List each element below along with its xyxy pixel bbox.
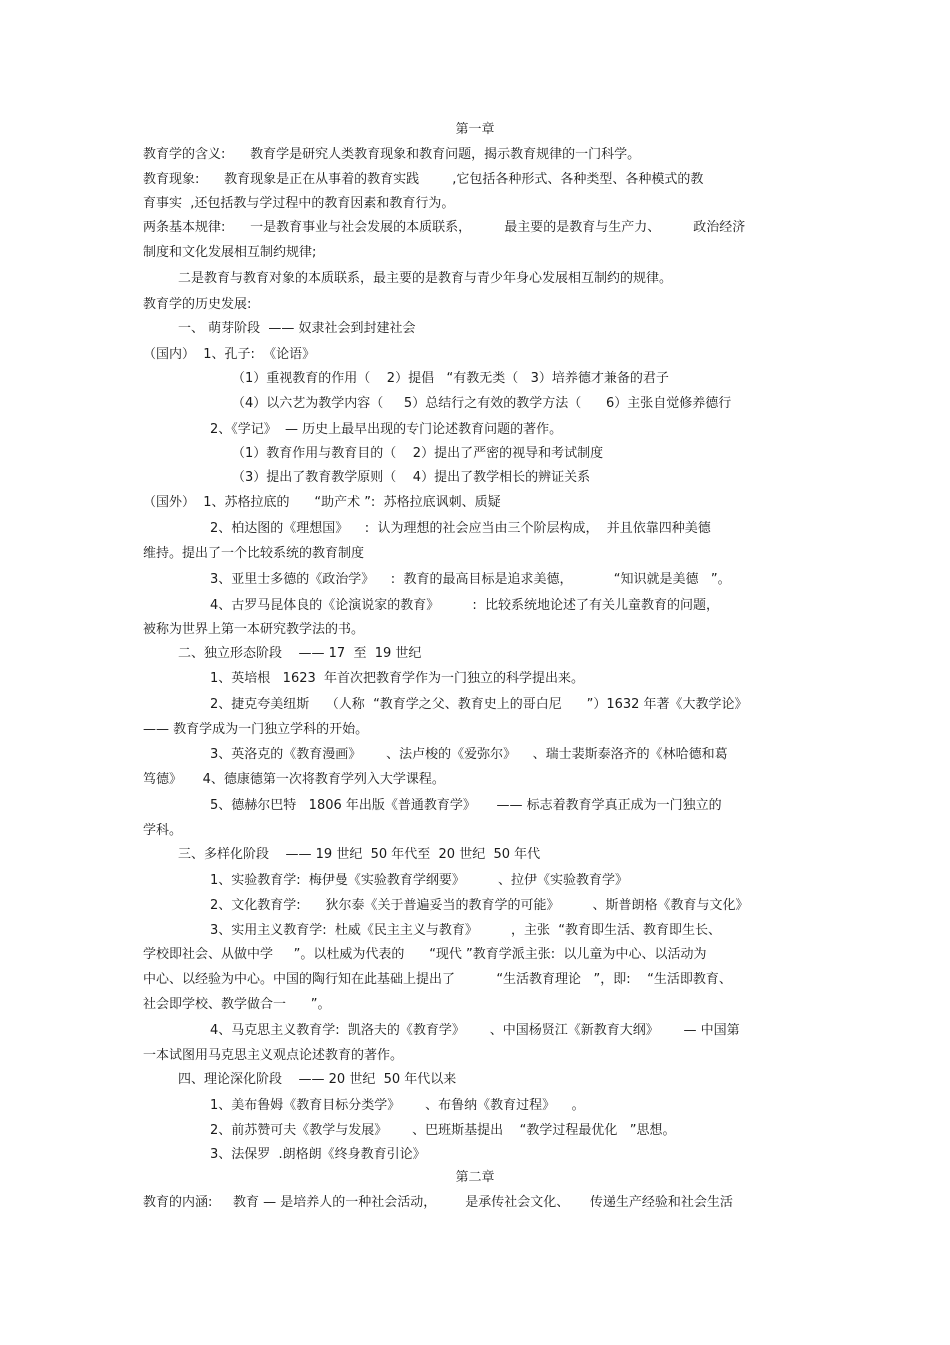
text-line: 2、《学记》 — 历史上最早出现的专门论述教育问题的著作。 [210,422,563,437]
chapter-2-title: 第二章 [455,1170,495,1185]
text-line: 教育现象: 教育现象是正在从事着的教育实践 ,它包括各种形式、各种类型、各种模式的教 [143,172,704,187]
section-heading: 一、 萌芽阶段 —— 奴隶社会到封建社会 [178,321,416,336]
text-line: 2、柏达图的《理想国》 : 认为理想的社会应当由三个阶层构成， 并且依靠四种美德 [210,521,711,536]
text-line: 教育的内涵: 教育 — 是培养人的一种社会活动， 是承传社会文化、 传递生产经验和社会生活 [143,1195,733,1210]
section-heading: 二、独立形态阶段 —— 17 至 19 世纪 [178,646,422,661]
text-line: 3、英洛克的《教育漫画》 、法卢梭的《爱弥尔》 、瑞士裴斯泰洛齐的《林哈德和葛 [210,747,728,762]
text-line: 4、古罗马昆体良的《论演说家的教育》 : 比较系统地论述了有关儿童教育的问题， [210,598,719,613]
text-line: 制度和文化发展相互制约规律; [143,245,317,260]
text-line: 3、亚里士多德的《政治学》 : 教育的最高目标是追求美德， “知识就是美德 ”。 [210,572,731,587]
text-line: 学校即社会、从做中学 ”。以杜威为代表的 “现代 ”教育学派主张: 以儿童为中心、以活动为 [143,947,707,962]
section-heading: 三、多样化阶段 —— 19 世纪 50 年代至 20 世纪 50 年代 [178,847,541,862]
chapter-1-title: 第一章 [455,122,495,137]
text-line: 1、实验教育学: 梅伊曼《实验教育学纲要》 、拉伊《实验教育学》 [210,873,628,888]
text-line: 育事实 ,还包括教与学过程中的教育因素和教育行为。 [143,196,455,211]
text-line: 被称为世界上第一本研究教学法的书。 [143,622,365,637]
text-line: 5、德赫尔巴特 1806 年出版《普通教育学》 —— 标志着教育学真正成为一门独立的 [210,798,722,813]
text-line: （国内） 1、孔子: 《论语》 [143,347,316,362]
text-line: （1）教育作用与教育目的（ 2）提出了严密的视导和考试制度 [232,446,604,461]
text-line: 两条基本规律: 一是教育事业与社会发展的本质联系， 最主要的是教育与生产力、 政治经济 [143,220,746,235]
text-line: 1、英培根 1623 年首次把教育学作为一门独立的科学提出来。 [210,671,585,686]
section-heading: 四、理论深化阶段 —— 20 世纪 50 年代以来 [178,1072,457,1087]
text-line: 一本试图用马克思主义观点论述教育的著作。 [143,1048,404,1063]
text-line: 4、马克思主义教育学: 凯洛夫的《教育学》 、中国杨贤江《新教育大纲》 — 中国第 [210,1023,740,1038]
text-line: 二是教育与教育对象的本质联系，最主要的是教育与青少年身心发展相互制约的规律。 [178,271,673,286]
text-line: 学科。 [143,823,183,838]
text-line: —— 教育学成为一门独立学科的开始。 [143,722,369,737]
text-line: （4）以六艺为教学内容（ 5）总结行之有效的教学方法（ 6）主张自觉修养德行 [232,396,732,411]
text-line: 教育学的含义: 教育学是研究人类教育现象和教育问题，揭示教育规律的一门科学。 [143,147,641,162]
text-line: 2、文化教育学: 狄尔泰《关于普遍妥当的教育学的可能》 、斯普朗格《教育与文化》 [210,898,749,913]
text-line: 3、法保罗 .朗格朗《终身教育引论》 [210,1147,426,1162]
text-line: （3）提出了教育教学原则（ 4）提出了教学相长的辨证关系 [232,470,591,485]
text-line: 2、前苏赞可夫《教学与发展》 、巴班斯基提出 “教学过程最优化 ”思想。 [210,1123,676,1138]
text-line: 2、捷克夸美纽斯 （人称 “教育学之父、教育史上的哥白尼 ”）1632 年著《大教学论》 [210,697,748,712]
text-line: 1、美布鲁姆《教育目标分类学》 、布鲁纳《教育过程》 。 [210,1098,585,1113]
text-line: 笃德》 4、德康德第一次将教育学列入大学课程。 [143,772,445,787]
text-line: 中心、以经验为中心。中国的陶行知在此基础上提出了 “生活教育理论 ”，即: “生活即教育、 [143,972,732,987]
text-line: 维持。提出了一个比较系统的教育制度 [143,546,365,561]
text-line: （国外） 1、苏格拉底的 “助产术 ”: 苏格拉底讽刺、质疑 [143,495,501,510]
text-line: 教育学的历史发展: [143,297,252,312]
text-line: 3、实用主义教育学: 杜威《民主主义与教育》 ，主张 “教育即生活、教育即生长、 [210,923,721,938]
text-line: （1）重视教育的作用（ 2）提倡 “有教无类（ 3）培养德才兼备的君子 [232,371,669,386]
text-line: 社会即学校、教学做合一 ”。 [143,997,331,1012]
